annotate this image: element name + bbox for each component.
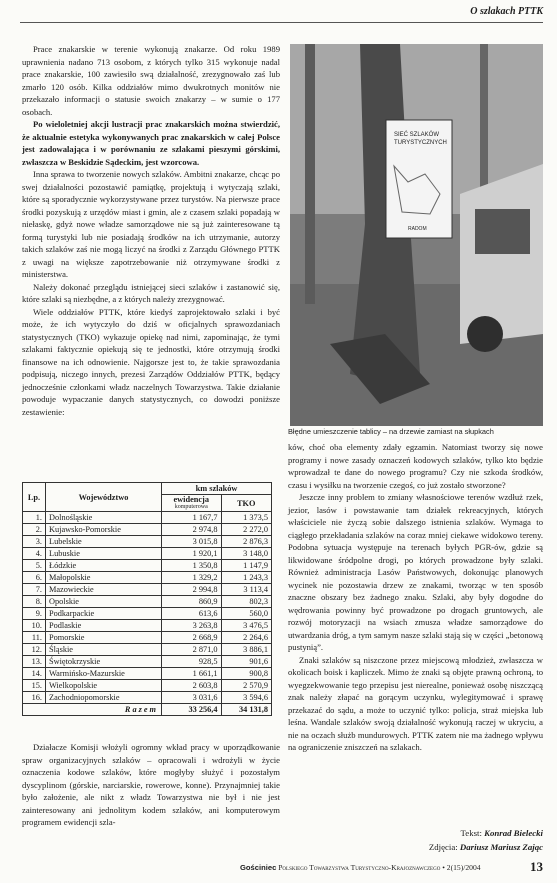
row-number: 7. xyxy=(23,584,46,596)
computer-records-km: 613,6 xyxy=(161,608,221,620)
voivodeship-name: Lubuskie xyxy=(46,548,162,560)
computer-records-km: 2 974,8 xyxy=(161,524,221,536)
table-total-row xyxy=(23,704,272,716)
computer-records-km: 2 994,8 xyxy=(161,584,221,596)
tko-km: 1 243,3 xyxy=(221,572,272,584)
row-number: 3. xyxy=(23,536,46,548)
computer-records-km: 3 031,6 xyxy=(161,692,221,704)
table-row xyxy=(23,584,272,596)
tko-km: 900,8 xyxy=(221,668,272,680)
paragraph-bold: Po wieloletniej akcji lustracji prac znakarskich można stwierdzić, że aktualnie estetyka wykonywanych prac znakarskich w całej Polsce jest zadowalająca i w porównaniu ze szlakami pieszymi górskimi, zwłaszcza w Beskidzie Sądeckim, jest wzorcowa. xyxy=(22,119,280,167)
row-number: 8. xyxy=(23,596,46,608)
tko-km: 3 476,5 xyxy=(221,620,272,632)
row-number: 15. xyxy=(23,680,46,692)
photo-credit-label: Zdjęcia: xyxy=(428,842,458,852)
total-tko: 34 131,8 xyxy=(221,704,272,716)
sign-line-3: RADOM xyxy=(408,226,427,232)
row-number: 13. xyxy=(23,656,46,668)
paragraph: Prace znakarskie w terenie wykonują znakarze. Od roku 1989 uprawnienia nadano 713 osobom, z których tylko 315 wykonuje nadal prace znakarskie, 100 zawiesiło swą działalność, zrezygnowało zaś lub zmarło 120 osób. Kilka oddziałów mimo dwukrotnych monitów nie przekazało informacji o statusie swoich znakarzy – w sumie o 177 osobach. xyxy=(22,44,280,117)
tko-km: 2 272,0 xyxy=(221,524,272,536)
sign-line-2: TURYSTYCZNYCH xyxy=(394,140,447,146)
photo-illustration xyxy=(290,44,543,426)
paragraph: Znaki szlaków są niszczone przez miejscową młodzież, zwłaszcza w okolicach boisk i kapliczek. Mimo że znaki są objęte prawną ochroną, to wyegzekwowanie tego przepisu jest nierealne, ponieważ osobę niszczącą znak należy złapać na gorącym uczynku, wylegitymować i sprawę przekazać do sądu, a może to uczynić tylko: policja, straż miejska lub leśna. Wandale szlaków swoją działalność wykonują raczej w ukryciu, a nie na oczach służb mundurowych. PTTK zatem nie ma żadnego wpływu na ograniczenie zniszczeń na szlakach. xyxy=(288,654,543,752)
paragraph: Wiele oddziałów PTTK, które kiedyś zaprojektowało szlaki i być może, że ich wytyczyło do dziś w oficjalnych sprawozdaniach statystycznych (TKO) wykazuje opiekę nad nimi, zapominając, że tymi szlakami faktycznie opiekują się te jednostki, które otrzymują środki finansowe na ich odnowienie. Najgorsze jest to, że takie sprawozdania podpisują, niczego innych, prezesi Zarządów Oddziałów PTTK, będący jednocześnie członkami władz naczelnych Towarzystwa. Takie działanie powoduje wypaczanie danych statystycznych, co dowodzi poniższe zestawienie: xyxy=(22,306,280,417)
header-tko: TKO xyxy=(221,495,272,512)
table-row xyxy=(23,632,272,644)
computer-records-km: 3 015,8 xyxy=(161,536,221,548)
sign-line-1: SIEĆ SZLAKÓW xyxy=(394,132,440,138)
computer-records-km: 2 871,0 xyxy=(161,644,221,656)
table-row xyxy=(23,656,272,668)
table-row xyxy=(23,560,272,572)
tko-km: 2 570,9 xyxy=(221,680,272,692)
header-lp: Lp. xyxy=(23,483,46,512)
computer-records-km: 2 603,8 xyxy=(161,680,221,692)
row-number: 5. xyxy=(23,560,46,572)
section-title: O szlakach PTTK xyxy=(470,6,543,17)
left-column xyxy=(22,43,280,418)
header-computer-records xyxy=(161,495,221,512)
publisher-name: Polskiego Towarzystwa Turystyczno-Krajoznawczego xyxy=(278,863,441,872)
voivodeship-name: Opolskie xyxy=(46,596,162,608)
row-number: 4. xyxy=(23,548,46,560)
voivodeship-name: Mazowieckie xyxy=(46,584,162,596)
header-rule xyxy=(20,22,543,23)
paragraph: Jeszcze inny problem to zmiany własnościowe terenów wzdłuż rzek, jezior, lasów i powstawanie tam działek rekreacyjnych, których właściciele nie życzą sobie dalszego istnienia szlaków. Wymaga to ciągłego przekładania szlaków na coraz mniej ciekawe widokowo tereny. Podobna sytuacja występuje na terenach byłych PGR-ów, gdzie są likwidowane śródpolne drogi, po których prowadzone były szlaki. Również administracja Lasów Państwowych, dokonując planowych wycinek nie pozostawia drzew ze znakami, tworząc w ten sposób znaczne obszary bez żadnego znaku. Szlaki, aby były dogodne do wędrowania powinny być prowadzone po drogach gruntowych, ale rozwój motoryzacji na wsiach zmusza władze samorządowe do utwardzania dróg, a tym samym nasze szlaki stają się w części „betonową pustynią”. xyxy=(288,492,543,652)
table-row xyxy=(23,692,272,704)
voivodeship-name: Pomorskie xyxy=(46,632,162,644)
voivodeship-name: Dolnośląskie xyxy=(46,512,162,524)
left-column-continued xyxy=(22,741,280,829)
computer-records-km: 1 920,1 xyxy=(161,548,221,560)
row-number: 12. xyxy=(23,644,46,656)
header-km: km szlaków xyxy=(161,483,271,495)
text-credit xyxy=(461,828,543,838)
voivodeship-name: Wielkopolskie xyxy=(46,680,162,692)
tko-km: 2 264,6 xyxy=(221,632,272,644)
row-number: 2. xyxy=(23,524,46,536)
row-number: 10. xyxy=(23,620,46,632)
computer-records-km: 1 167,7 xyxy=(161,512,221,524)
voivodeship-name: Podlaskie xyxy=(46,620,162,632)
table-row xyxy=(23,680,272,692)
voivodeship-name: Łódzkie xyxy=(46,560,162,572)
header-computer-records-sub: komputerowa xyxy=(174,504,208,510)
text-author: Konrad Bielecki xyxy=(484,828,543,838)
tko-km: 3 594,6 xyxy=(221,692,272,704)
table-row xyxy=(23,536,272,548)
paragraph: ków, choć oba elementy zdały egzamin. Natomiast tworzy się nowe programy i nowe zasady oznaczeń kodowych szlaków, tylko kto będzie wprowadzał te dane do nowego programu? Czy nie szkoda środków, czasu i wysiłku na tworzenie czegoś, co już zostało stworzone? xyxy=(288,442,543,490)
computer-records-km: 1 661,1 xyxy=(161,668,221,680)
right-column xyxy=(288,441,543,754)
table-row xyxy=(23,596,272,608)
photo-author: Dariusz Mariusz Zając xyxy=(459,842,543,852)
photo-caption: Błędne umieszczenie tablicy – na drzewie zamiast na słupkach xyxy=(288,427,494,436)
table-row xyxy=(23,644,272,656)
table-row xyxy=(23,668,272,680)
total-label: Razem xyxy=(23,704,162,716)
voivodeship-name: Zachodniopomorskie xyxy=(46,692,162,704)
tko-km: 560,0 xyxy=(221,608,272,620)
trail-statistics-table xyxy=(22,482,272,716)
issue-number: • 2(15)/2004 xyxy=(442,863,481,872)
voivodeship-name: Śląskie xyxy=(46,644,162,656)
row-number: 14. xyxy=(23,668,46,680)
computer-records-km: 928,5 xyxy=(161,656,221,668)
table-row xyxy=(23,608,272,620)
table-row xyxy=(23,548,272,560)
tko-km: 3 148,0 xyxy=(221,548,272,560)
computer-records-km: 2 668,9 xyxy=(161,632,221,644)
voivodeship-name: Warmińsko-Mazurskie xyxy=(46,668,162,680)
photo-credit xyxy=(429,842,543,852)
tko-km: 901,6 xyxy=(221,656,272,668)
voivodeship-name: Podkarpackie xyxy=(46,608,162,620)
voivodeship-name: Kujawsko-Pomorskie xyxy=(46,524,162,536)
paragraph: Działacze Komisji włożyli ogromny wkład pracy w uporządkowanie spraw organizacyjnych szlaków – opracowali i wdrożyli w życie oznaczenia kodowe szlaków, które mogłyby służyć i pozostałym dyscyplinom (górskie, narciarskie, rowerowe, konne). Przynajmniej takie było założenie, ale nikt z władz Towarzystwa nie był i nie jest zainteresowany ani jednolitym kodem szlaków, ani komputerowym programem ewidencji szla- xyxy=(22,742,280,827)
voivodeship-name: Małopolskie xyxy=(46,572,162,584)
tko-km: 2 876,3 xyxy=(221,536,272,548)
tko-km: 1 147,9 xyxy=(221,560,272,572)
text-credit-label: Tekst: xyxy=(460,828,482,838)
row-number: 6. xyxy=(23,572,46,584)
tko-km: 802,3 xyxy=(221,596,272,608)
tko-km: 3 886,1 xyxy=(221,644,272,656)
computer-records-km: 3 263,8 xyxy=(161,620,221,632)
table-row xyxy=(23,572,272,584)
tko-km: 1 373,5 xyxy=(221,512,272,524)
paragraph: Inna sprawa to tworzenie nowych szlaków. Ambitni znakarze, chcąc po swej działalności pozostawić pamiątkę, projektują i wytyczają szlaki, które są sporadycznie wykorzystywane przez turystów. Na pierwsze prace środki pozyskują z urzędów miast i gmin, ale z czasem szlaki popadają w niełaskę, gdyż nowe władze samorządowe nie są już zainteresowane tą formą turystyki lub nie posiadają środków na ich utrzymanie, autorzy takich szlaków zaś nie mogą liczyć na środki z Zarządu Głównego PTTK z uwagi na większe zapotrzebowanie niż otrzymywane środki z ministerstwa. xyxy=(22,169,280,279)
row-number: 9. xyxy=(23,608,46,620)
row-number: 11. xyxy=(23,632,46,644)
footer xyxy=(240,859,543,874)
row-number: 16. xyxy=(23,692,46,704)
page-number: 13 xyxy=(530,859,543,874)
header-voivodeship: Województwo xyxy=(46,483,162,512)
photo-sign-on-tree xyxy=(290,44,543,426)
computer-records-km: 1 350,8 xyxy=(161,560,221,572)
row-number: 1. xyxy=(23,512,46,524)
computer-records-km: 1 329,2 xyxy=(161,572,221,584)
voivodeship-name: Świętokrzyskie xyxy=(46,656,162,668)
table-row xyxy=(23,620,272,632)
tko-km: 3 113,4 xyxy=(221,584,272,596)
table-row xyxy=(23,524,272,536)
voivodeship-name: Lubelskie xyxy=(46,536,162,548)
paragraph: Należy dokonać przeglądu istniejącej sieci szlaków i zastanowić się, które szlaki są niezbędne, a z których należy zrezygnować. xyxy=(22,281,280,304)
header-computer-records-label: ewidencja xyxy=(173,495,209,504)
magazine-name: Gościniec xyxy=(240,863,277,872)
computer-records-km: 860,9 xyxy=(161,596,221,608)
table-row xyxy=(23,512,272,524)
total-computer-records: 33 256,4 xyxy=(161,704,221,716)
